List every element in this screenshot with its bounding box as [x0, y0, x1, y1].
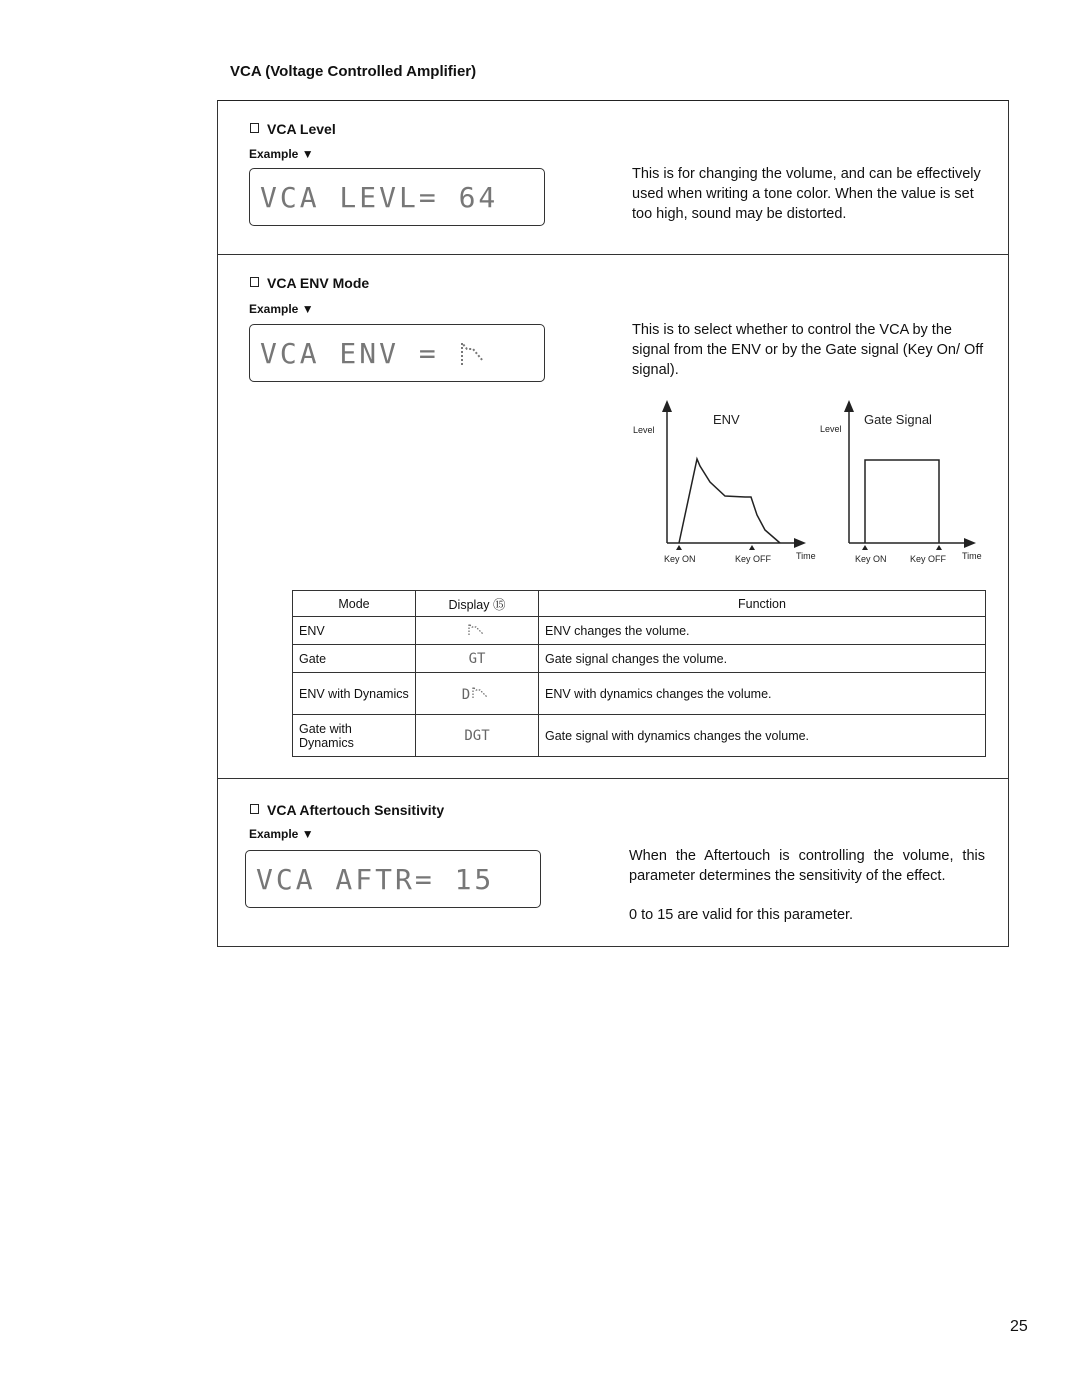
heading-text: VCA ENV Mode [267, 275, 370, 291]
display-text: D [461, 686, 471, 703]
arrow-right-icon [794, 538, 806, 548]
description: This is for changing the volume, and can be effectively used when writing a tone color. When the value is set too high, sound may be distorted. [632, 166, 981, 222]
lcd-display: VCA AFTR= 15 [245, 850, 541, 908]
description: When the Aftertouch is controlling the volume, this parameter determines the sensitivity of the effect. [629, 848, 985, 884]
arrow-up-icon [662, 400, 672, 412]
envelope-glyph-icon [470, 685, 492, 699]
description-range: 0 to 15 are valid for this parameter. [629, 907, 854, 923]
key-on-marker-icon [676, 545, 682, 550]
example-label: Example ▼ [249, 302, 314, 316]
page-title: VCA (Voltage Controlled Amplifier) [230, 63, 477, 80]
gate-curve [865, 460, 939, 543]
arrow-right-icon [964, 538, 976, 548]
section-heading-vca-aftertouch [250, 802, 444, 818]
env-key-on: Key ON [664, 554, 696, 564]
gate-key-on: Key ON [855, 554, 887, 564]
env-ylabel: Level [633, 425, 655, 435]
lcd-display: VCA LEVL= 64 [249, 168, 545, 226]
lcd-text: VCA ENV = [260, 337, 459, 370]
section-heading-vca-env-mode [250, 275, 369, 291]
table-row [293, 645, 986, 673]
description: This is to select whether to control the VCA by the signal from the ENV or by the Gate signal (Key On/ Off signal). [632, 322, 984, 378]
heading-text: VCA Level [267, 121, 336, 137]
col-header-mode: Mode [293, 591, 416, 617]
arrow-up-icon [844, 400, 854, 412]
section-heading-vca-level [250, 121, 336, 137]
key-off-marker-icon [749, 545, 755, 550]
table-row [293, 617, 986, 645]
col-header-function: Function [539, 591, 986, 617]
gate-title: Gate Signal [864, 412, 932, 427]
example-label: Example ▼ [249, 147, 314, 161]
table-row [293, 673, 986, 715]
envelope-glyph-icon [459, 339, 489, 367]
page-number: 25 [1010, 1318, 1028, 1335]
env-mode-table [292, 590, 986, 757]
env-curve [679, 459, 780, 543]
gate-xlabel: Time [962, 551, 982, 561]
display-cell: DGT [416, 715, 539, 757]
lcd-display [249, 324, 545, 382]
env-xlabel: Time [796, 551, 816, 561]
function-cell: ENV changes the volume. [539, 617, 986, 645]
table-row [293, 715, 986, 757]
key-on-marker-icon [862, 545, 868, 550]
col-header-display: Display ⑮ [416, 591, 539, 617]
mode-cell: Gate [293, 645, 416, 673]
env-title: ENV [713, 412, 740, 427]
display-cell [416, 617, 539, 645]
mode-cell: Gate with Dynamics [293, 715, 416, 757]
bullet-box-icon [250, 277, 259, 287]
example-label: Example ▼ [249, 827, 314, 841]
bullet-box-icon [250, 804, 259, 814]
function-cell: Gate signal with dynamics changes the volume. [539, 715, 986, 757]
envelope-glyph-icon [466, 622, 488, 636]
display-cell [416, 673, 539, 715]
function-cell: ENV with dynamics changes the volume. [539, 673, 986, 715]
gate-ylabel: Level [820, 424, 842, 434]
mode-cell: ENV [293, 617, 416, 645]
mode-cell: ENV with Dynamics [293, 673, 416, 715]
gate-key-off: Key OFF [910, 554, 947, 564]
divider [217, 254, 1008, 255]
envelope-diagrams [620, 400, 1000, 580]
function-cell: Gate signal changes the volume. [539, 645, 986, 673]
display-cell: GT [416, 645, 539, 673]
key-off-marker-icon [936, 545, 942, 550]
divider [217, 778, 1008, 779]
heading-text: VCA Aftertouch Sensitivity [267, 802, 445, 818]
bullet-box-icon [250, 123, 259, 133]
env-key-off: Key OFF [735, 554, 772, 564]
